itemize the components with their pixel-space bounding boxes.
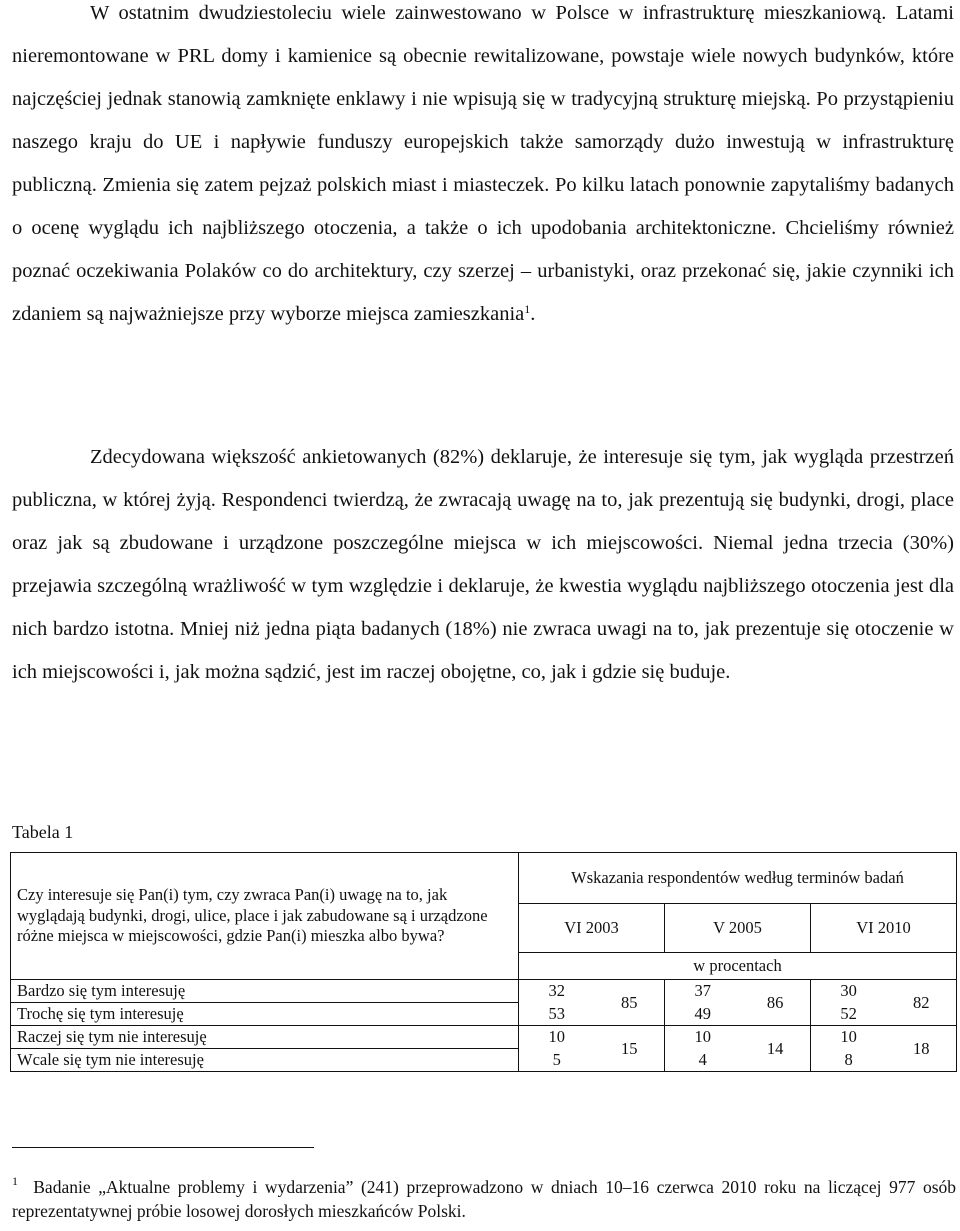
value-cell: 4 (664, 1049, 740, 1072)
row-label: Trochę się tym interesuję (11, 1003, 519, 1026)
row-label: Raczej się tym nie interesuję (11, 1026, 519, 1049)
period-header-2003: VI 2003 (519, 904, 665, 953)
subtotal-cell: 15 (594, 1026, 664, 1072)
footnote-reference[interactable]: 1 (524, 302, 531, 316)
paragraph-intro-end: . (530, 303, 536, 325)
table-row (11, 1003, 957, 1026)
column-group-header: Wskazania respondentów według terminów badań (519, 853, 957, 904)
subtotal-cell: 14 (740, 1026, 810, 1072)
value-cell: 37 (664, 980, 740, 1003)
value-cell: 8 (810, 1049, 886, 1072)
subtotal-cell: 85 (594, 980, 664, 1026)
row-label: Bardzo się tym interesuję (11, 980, 519, 1003)
table-row (11, 980, 957, 1003)
paragraph-intro-text: W ostatnim dwudziestoleciu wiele zainwestowano w Polsce w infrastrukturę mieszkaniową. Latami nieremontowane w PRL domy i kamienice są obecnie rewitalizowane, powstaje wiele nowych budynków, które najczęściej jednak stanowią zamknięte enklawy i nie wpisują się w tradycyjną strukturę miejską. Po przystąpieniu naszego kraju do UE i napływie funduszy europejskich także samorządy dużo inwestują w infrastrukturę publiczną. Zmienia się zatem pejzaż polskich miast i miasteczek. Po kilku latach ponownie zapytaliśmy badanych o ocenę wyglądu ich najbliższego otoczenia, a także o ich upodobania architektoniczne. Chcieliśmy również poznać oczekiwania Polaków co do architektury, czy szerzej – urbanistyki, oraz przekonać się, jakie czynniki ich zdaniem są najważniejsze przy wyborze miejsca zamieszkania (12, 2, 954, 325)
row-label: Wcale się tym nie interesuję (11, 1049, 519, 1072)
value-cell: 5 (519, 1049, 595, 1072)
subtotal-cell: 86 (740, 980, 810, 1026)
period-header-2010: VI 2010 (810, 904, 956, 953)
paragraph-intro (12, 0, 954, 336)
value-cell: 52 (810, 1003, 886, 1026)
footnote (12, 1175, 956, 1223)
value-cell: 10 (519, 1026, 595, 1049)
value-cell: 10 (664, 1026, 740, 1049)
footnote-marker: 1 (12, 1174, 18, 1188)
period-header-2005: V 2005 (664, 904, 810, 953)
footnote-separator (12, 1147, 314, 1148)
table-row (11, 1049, 957, 1072)
results-table (10, 852, 957, 1072)
value-cell: 10 (810, 1026, 886, 1049)
paragraph-findings: Zdecydowana większość ankietowanych (82%) deklaruje, że interesuje się tym, jak wygląda przestrzeń publiczna, w której żyją. Respondenci twierdzą, że zwracają uwagę na to, jak prezentują się budynki, drogi, place oraz jak są zbudowane i urządzone poszczególne miejsca w ich miejscowości. Niemal jedna trzecia (30%) przejawia szczególną wrażliwość w tym względzie i deklaruje, że kwestia wyglądu najbliższego otoczenia jest dla nich bardzo istotna. Mniej niż jedna piąta badanych (18%) nie zwraca uwagi na to, jak prezentuje się otoczenie w ich miejscowości i, jak można sądzić, jest im raczej obojętne, co, jak i gdzie się buduje. (12, 446, 954, 683)
value-cell: 53 (519, 1003, 595, 1026)
subtotal-cell: 18 (886, 1026, 956, 1072)
unit-label: w procentach (519, 953, 957, 980)
subtotal-cell: 82 (886, 980, 956, 1026)
question-cell: Czy interesuje się Pan(i) tym, czy zwraca Pan(i) uwagę na to, jak wyglądają budynki, drogi, ulice, place i jak zabudowane są i urządzone różne miejsca w miejscowości, gdzie Pan(i) mieszka albo bywa? (11, 853, 519, 980)
footnote-text: Badanie „Aktualne problemy i wydarzenia” (241) przeprowadzono w dniach 10–16 czerwca 2010 roku na liczącej 977 osób reprezentatywnej próbie losowej dorosłych mieszkańców Polski. (12, 1177, 957, 1221)
table-row (11, 1026, 957, 1049)
value-cell: 30 (810, 980, 886, 1003)
table-caption: Tabela 1 (12, 822, 74, 842)
value-cell: 49 (664, 1003, 740, 1026)
value-cell: 32 (519, 980, 595, 1003)
